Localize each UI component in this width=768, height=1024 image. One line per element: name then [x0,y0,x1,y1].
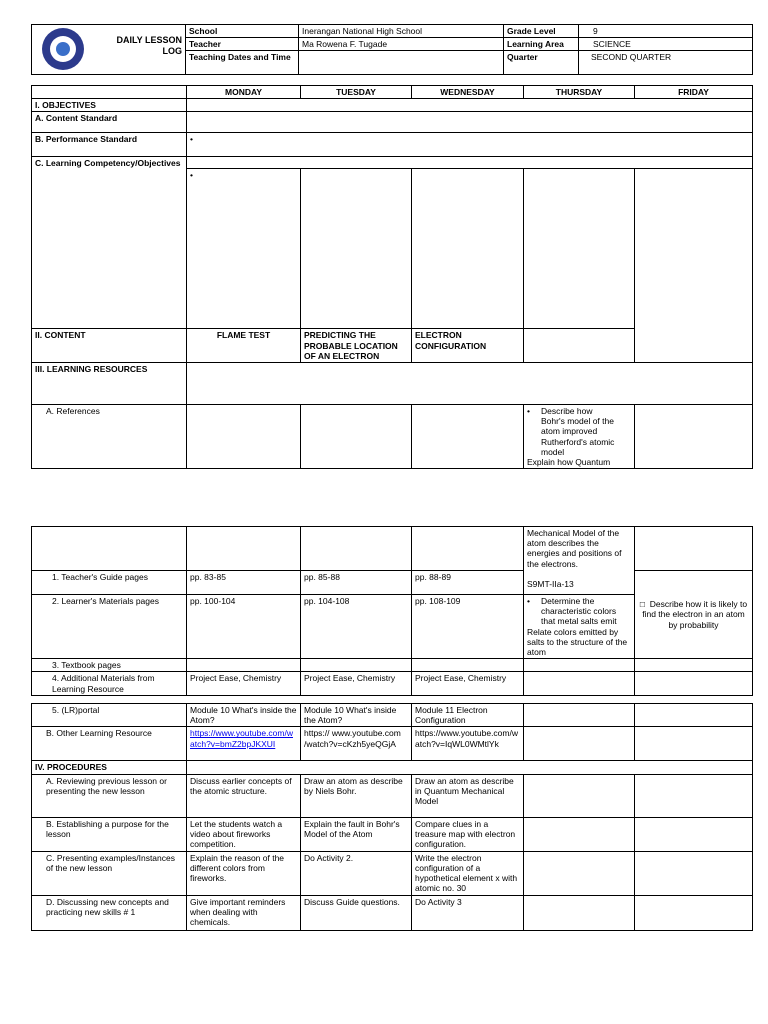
discuss-friday [635,895,753,930]
review-monday: Discuss earlier concepts of the atomic structure. [187,774,301,817]
review-friday [635,774,753,817]
quarter-value: SECOND QUARTER [579,51,753,75]
bullet: • [527,596,530,606]
tb-friday [635,659,753,672]
lm-thu-text: Determine the characteristic colors that metal salts emit [541,596,617,627]
discuss-thursday [524,895,635,930]
portal-tuesday: Module 10 What's inside the Atom? [301,704,412,727]
teacher-value: Ma Rowena F. Tugade [299,38,504,51]
competency-tuesday [301,169,412,329]
purpose-label: B. Establishing a purpose for the lesson [32,817,187,851]
review-thursday [524,774,635,817]
title-line-2: LOG [162,45,182,56]
learning-competency-label: C. Learning Competency/Objectives [32,157,187,329]
log-title [94,25,186,75]
lesson-table-2 [31,526,753,696]
dates-value [299,51,504,75]
lm-thu-text-2: Relate colors emitted by salts to the structure of the atom [527,626,628,657]
lm-monday: pp. 100-104 [187,595,301,659]
grade-value: 9 [579,25,753,38]
day-header-monday: MONDAY [187,86,301,99]
additional-materials-label: 4. Additional Materials from Learning Resource [32,672,187,695]
purpose-wednesday: Compare clues in a treasure map with electron configuration. [412,817,524,851]
references-thursday [524,404,635,468]
add-monday: Project Ease, Chemistry [187,672,301,695]
purpose-thursday [524,817,635,851]
add-wednesday: Project Ease, Chemistry [412,672,524,695]
tg-wednesday: pp. 88-89 [412,571,524,595]
purpose-monday: Let the students watch a video about fireworks competition. [187,817,301,851]
deped-seal [32,25,94,75]
review-wednesday: Draw an atom as describe in Quantum Mechanical Model [412,774,524,817]
content-standard-label: A. Content Standard [32,112,187,133]
procedures-cell [187,761,753,774]
performance-standard-label: B. Performance Standard [32,133,187,157]
day-header-blank [32,86,187,99]
reviewing-label: A. Reviewing previous lesson or presenting the new lesson [32,774,187,817]
examples-thursday [524,851,635,895]
content-thursday [524,329,635,363]
cont-tuesday [301,527,412,571]
tb-monday [187,659,301,672]
performance-standard-cell: • [187,133,753,157]
competency-monday: • [187,169,301,329]
discussing-label: D. Discussing new concepts and practicing new skills # 1 [32,895,187,930]
tb-thursday [524,659,635,672]
day-header-tuesday: TUESDAY [301,86,412,99]
competency-friday [635,169,753,363]
content-monday: FLAME TEST [187,329,301,363]
examples-wednesday: Write the electron configuration of a hypothetical element x with atomic no. 30 [412,851,524,895]
references-monday [187,404,301,468]
objectives-heading: I. OBJECTIVES [32,99,187,112]
review-tuesday: Draw an atom as describe by Niels Bohr. [301,774,412,817]
friday-objective [635,571,753,659]
teachers-guide-label: 1. Teacher's Guide pages [32,571,187,595]
lm-tuesday: pp. 104-108 [301,595,412,659]
textbook-label: 3. Textbook pages [32,659,187,672]
discuss-wednesday: Do Activity 3 [412,895,524,930]
add-thursday [524,672,635,695]
content-standard-cell [187,112,753,133]
day-header-wednesday: WEDNESDAY [412,86,524,99]
purpose-friday [635,817,753,851]
other-monday [187,727,301,761]
lm-thursday [524,595,635,659]
references-friday [635,404,753,468]
title-line-1: DAILY LESSON [116,35,182,45]
other-wednesday: https://www.youtube.com/watch?v=IqWL0WMtlYk [412,727,524,761]
lesson-table-1 [31,85,753,469]
references-label: A. References [32,404,187,468]
examples-monday: Explain the reason of the different colors from fireworks. [187,851,301,895]
portal-wednesday: Module 11 Electron Configuration [412,704,524,727]
header-table [31,24,753,75]
content-heading: II. CONTENT [32,329,187,363]
day-header-thursday: THURSDAY [524,86,635,99]
procedures-heading: IV. PROCEDURES [32,761,187,774]
school-label: School [186,25,299,38]
portal-label: 5. (LR)portal [32,704,187,727]
teacher-label: Teacher [186,38,299,51]
thu-cont-text: Mechanical Model of the atom describes the energies and positions of the electrons. [527,528,622,569]
lesson-table-3 [31,703,753,931]
thu-ref-text-2: Explain how Quantum [527,456,611,467]
tb-tuesday [301,659,412,672]
competency-spacer [187,157,753,169]
add-tuesday: Project Ease, Chemistry [301,672,412,695]
cont-label [32,527,187,571]
add-friday [635,672,753,695]
discuss-tuesday: Discuss Guide questions. [301,895,412,930]
thu-ref-text: Describe how Bohr's model of the atom improved Rutherford's atomic model [541,405,615,457]
content-wednesday: ELECTRON CONFIGURATION [412,329,524,363]
cont-thursday [524,527,635,595]
lm-wednesday: pp. 108-109 [412,595,524,659]
examples-friday [635,851,753,895]
dates-label: Teaching Dates and Time [186,51,299,75]
other-thursday [524,727,635,761]
other-friday [635,727,753,761]
quarter-label: Quarter [504,51,579,75]
portal-friday [635,704,753,727]
cont-monday [187,527,301,571]
area-value: SCIENCE [579,38,753,51]
competency-wednesday [412,169,524,329]
friday-objective-text: Describe how it is likely to find the electron in an atom by probability [642,599,748,630]
references-tuesday [301,404,412,468]
day-header-friday: FRIDAY [635,86,753,99]
learning-resources-cell [187,362,753,404]
area-label: Learning Area [504,38,579,51]
portal-thursday [524,704,635,727]
other-resource-label: B. Other Learning Resource [32,727,187,761]
thu-code: S9MT-IIa-13 [527,578,574,589]
purpose-tuesday: Explain the fault in Bohr's Model of the Atom [301,817,412,851]
references-wednesday [412,404,524,468]
competency-thursday [524,169,635,329]
school-value: Inerangan National High School [299,25,504,38]
cont-friday [635,527,753,571]
examples-tuesday: Do Activity 2. [301,851,412,895]
checkbox-icon: □ [639,599,646,610]
other-tuesday: https:// www.youtube.com /watch?v=cKzh5yeQGjA [301,727,412,761]
learning-resources-heading: III. LEARNING RESOURCES [32,362,187,404]
cont-wednesday [412,527,524,571]
bullet: • [527,405,530,416]
youtube-link-monday[interactable]: https://www.youtube.com/watch?v=bmZ2bpJKXUI [190,728,293,749]
tg-tuesday: pp. 85-88 [301,571,412,595]
objectives-cell [187,99,753,112]
tg-monday: pp. 83-85 [187,571,301,595]
discuss-monday: Give important reminders when dealing with chemicals. [187,895,301,930]
examples-label: C. Presenting examples/Instances of the new lesson [32,851,187,895]
learners-materials-label: 2. Learner's Materials pages [32,595,187,659]
grade-label: Grade Level [504,25,579,38]
portal-monday: Module 10 What's inside the Atom? [187,704,301,727]
content-tuesday: PREDICTING THE PROBABLE LOCATION OF AN ELECTRON [301,329,412,363]
tb-wednesday [412,659,524,672]
